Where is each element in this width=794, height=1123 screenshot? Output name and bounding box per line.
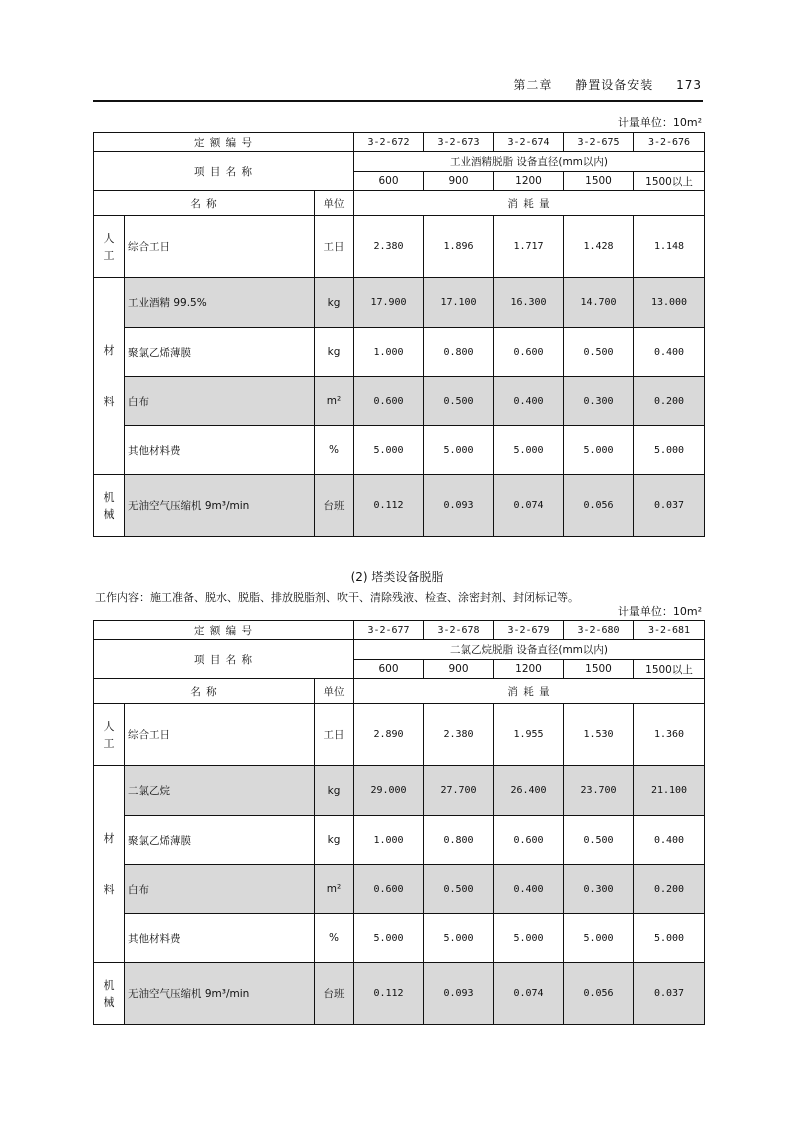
machine-value: 0.074: [494, 963, 564, 1025]
material-name: 二氯乙烷: [125, 766, 315, 816]
page-number: 173: [676, 78, 702, 92]
material-cat-char: 料: [103, 883, 115, 896]
labor-category: 人 工: [94, 704, 125, 766]
material-name: 聚氯乙烯薄膜: [125, 816, 315, 865]
material-value: 0.400: [634, 328, 705, 377]
machine-category: 机 械: [94, 963, 125, 1025]
machine-name: 无油空气压缩机 9m³/min: [125, 475, 315, 537]
machine-value: 0.112: [354, 963, 424, 1025]
machine-value: 0.037: [634, 963, 705, 1025]
quota-code: 3-2-677: [354, 621, 424, 640]
material-value: 0.600: [354, 377, 424, 426]
material-value: 5.000: [424, 426, 494, 475]
quota-code: 3-2-681: [634, 621, 705, 640]
code-label: 定 额 编 号: [94, 621, 354, 640]
group-label: 工业酒精脱脂 设备直径(mm以内): [354, 152, 705, 172]
section-title: 静置设备安装: [575, 78, 654, 92]
material-value: 0.200: [634, 377, 705, 426]
machine-value: 0.093: [424, 963, 494, 1025]
labor-value: 2.380: [424, 704, 494, 766]
material-value: 13.000: [634, 278, 705, 328]
quota-table-1: [93, 132, 705, 537]
labor-value: 1.530: [564, 704, 634, 766]
material-value: 0.500: [424, 865, 494, 914]
size-cell: 600: [354, 172, 424, 191]
consumption-header: 消 耗 量: [354, 191, 705, 216]
size-cell: 1500以上: [634, 172, 705, 191]
machine-name: 无油空气压缩机 9m³/min: [125, 963, 315, 1025]
labor-value: 2.890: [354, 704, 424, 766]
material-value: 0.600: [354, 865, 424, 914]
machine-value: 0.093: [424, 475, 494, 537]
size-cell: 1200: [494, 172, 564, 191]
quota-code: 3-2-674: [494, 133, 564, 152]
material-value: 16.300: [494, 278, 564, 328]
material-unit: m²: [315, 377, 354, 426]
labor-value: 1.360: [634, 704, 705, 766]
material-value: 0.400: [634, 816, 705, 865]
material-value: 0.500: [564, 328, 634, 377]
material-unit: m²: [315, 865, 354, 914]
material-value: 0.300: [564, 865, 634, 914]
material-value: 5.000: [634, 914, 705, 963]
material-name: 其他材料费: [125, 426, 315, 475]
material-value: 0.400: [494, 865, 564, 914]
labor-value: 1.896: [424, 216, 494, 278]
labor-value: 2.380: [354, 216, 424, 278]
labor-value: 1.428: [564, 216, 634, 278]
material-value: 5.000: [634, 426, 705, 475]
material-value: 0.400: [494, 377, 564, 426]
size-cell: 900: [424, 660, 494, 679]
machine-value: 0.037: [634, 475, 705, 537]
material-value: 17.100: [424, 278, 494, 328]
material-cat-char: 材: [103, 344, 115, 357]
unit-label-2: 计量单位：10m²: [617, 605, 702, 618]
material-value: 26.400: [494, 766, 564, 816]
page-header: [495, 76, 702, 93]
unit-label-1: 计量单位：10m²: [617, 116, 702, 129]
labor-unit: 工日: [315, 704, 354, 766]
material-category: [94, 278, 125, 475]
material-name: 聚氯乙烯薄膜: [125, 328, 315, 377]
item-label: 项 目 名 称: [94, 640, 354, 679]
name-header: 名 称: [94, 191, 315, 216]
labor-value: 1.148: [634, 216, 705, 278]
unit-header: 单位: [315, 679, 354, 704]
machine-unit: 台班: [315, 475, 354, 537]
material-value: 0.200: [634, 865, 705, 914]
section-subtitle: (2) 塔类设备脱脂: [350, 570, 444, 584]
group-label: 二氯乙烷脱脂 设备直径(mm以内): [354, 640, 705, 660]
quota-table-2: [93, 620, 705, 1025]
material-value: 5.000: [564, 426, 634, 475]
item-label: 项 目 名 称: [94, 152, 354, 191]
machine-category: 机 械: [94, 475, 125, 537]
material-value: 21.100: [634, 766, 705, 816]
material-value: 1.000: [354, 816, 424, 865]
machine-value: 0.112: [354, 475, 424, 537]
quota-code: 3-2-675: [564, 133, 634, 152]
chapter-label: 第二章: [513, 78, 553, 92]
quota-code: 3-2-678: [424, 621, 494, 640]
size-cell: 1500: [564, 660, 634, 679]
code-label: 定 额 编 号: [94, 133, 354, 152]
machine-value: 0.056: [564, 963, 634, 1025]
quota-code: 3-2-673: [424, 133, 494, 152]
material-value: 0.800: [424, 328, 494, 377]
quota-code: 3-2-676: [634, 133, 705, 152]
material-unit: %: [315, 426, 354, 475]
material-name: 其他材料费: [125, 914, 315, 963]
labor-category: 人 工: [94, 216, 125, 278]
material-unit: kg: [315, 278, 354, 328]
material-name: 工业酒精 99.5%: [125, 278, 315, 328]
quota-code: 3-2-672: [354, 133, 424, 152]
quota-code: 3-2-679: [494, 621, 564, 640]
material-value: 5.000: [494, 914, 564, 963]
material-name: 白布: [125, 377, 315, 426]
machine-unit: 台班: [315, 963, 354, 1025]
labor-name: 综合工日: [125, 216, 315, 278]
quota-code: 3-2-680: [564, 621, 634, 640]
material-value: 27.700: [424, 766, 494, 816]
size-cell: 1500: [564, 172, 634, 191]
machine-value: 0.056: [564, 475, 634, 537]
material-unit: kg: [315, 766, 354, 816]
size-cell: 900: [424, 172, 494, 191]
material-value: 5.000: [494, 426, 564, 475]
labor-value: 1.955: [494, 704, 564, 766]
material-unit: kg: [315, 816, 354, 865]
unit-header: 单位: [315, 191, 354, 216]
labor-value: 1.717: [494, 216, 564, 278]
size-cell: 1500以上: [634, 660, 705, 679]
material-value: 17.900: [354, 278, 424, 328]
material-value: 0.600: [494, 328, 564, 377]
machine-value: 0.074: [494, 475, 564, 537]
labor-unit: 工日: [315, 216, 354, 278]
material-value: 29.000: [354, 766, 424, 816]
material-value: 5.000: [424, 914, 494, 963]
material-name: 白布: [125, 865, 315, 914]
material-value: 5.000: [354, 914, 424, 963]
size-cell: 600: [354, 660, 424, 679]
material-value: 0.300: [564, 377, 634, 426]
material-value: 0.500: [424, 377, 494, 426]
material-cat-char: 料: [103, 395, 115, 408]
work-content: 工作内容：施工准备、脱水、脱脂、排放脱脂剂、吹干、清除残液、检查、涂密封剂、封闭标记等。: [95, 591, 579, 604]
material-value: 14.700: [564, 278, 634, 328]
material-value: 0.500: [564, 816, 634, 865]
material-value: 5.000: [564, 914, 634, 963]
material-category: [94, 766, 125, 963]
material-value: 5.000: [354, 426, 424, 475]
material-cat-char: 材: [103, 832, 115, 845]
consumption-header: 消 耗 量: [354, 679, 705, 704]
header-rule: [93, 100, 703, 102]
material-unit: kg: [315, 328, 354, 377]
material-value: 23.700: [564, 766, 634, 816]
name-header: 名 称: [94, 679, 315, 704]
material-unit: %: [315, 914, 354, 963]
labor-name: 综合工日: [125, 704, 315, 766]
material-value: 1.000: [354, 328, 424, 377]
material-value: 0.800: [424, 816, 494, 865]
size-cell: 1200: [494, 660, 564, 679]
material-value: 0.600: [494, 816, 564, 865]
